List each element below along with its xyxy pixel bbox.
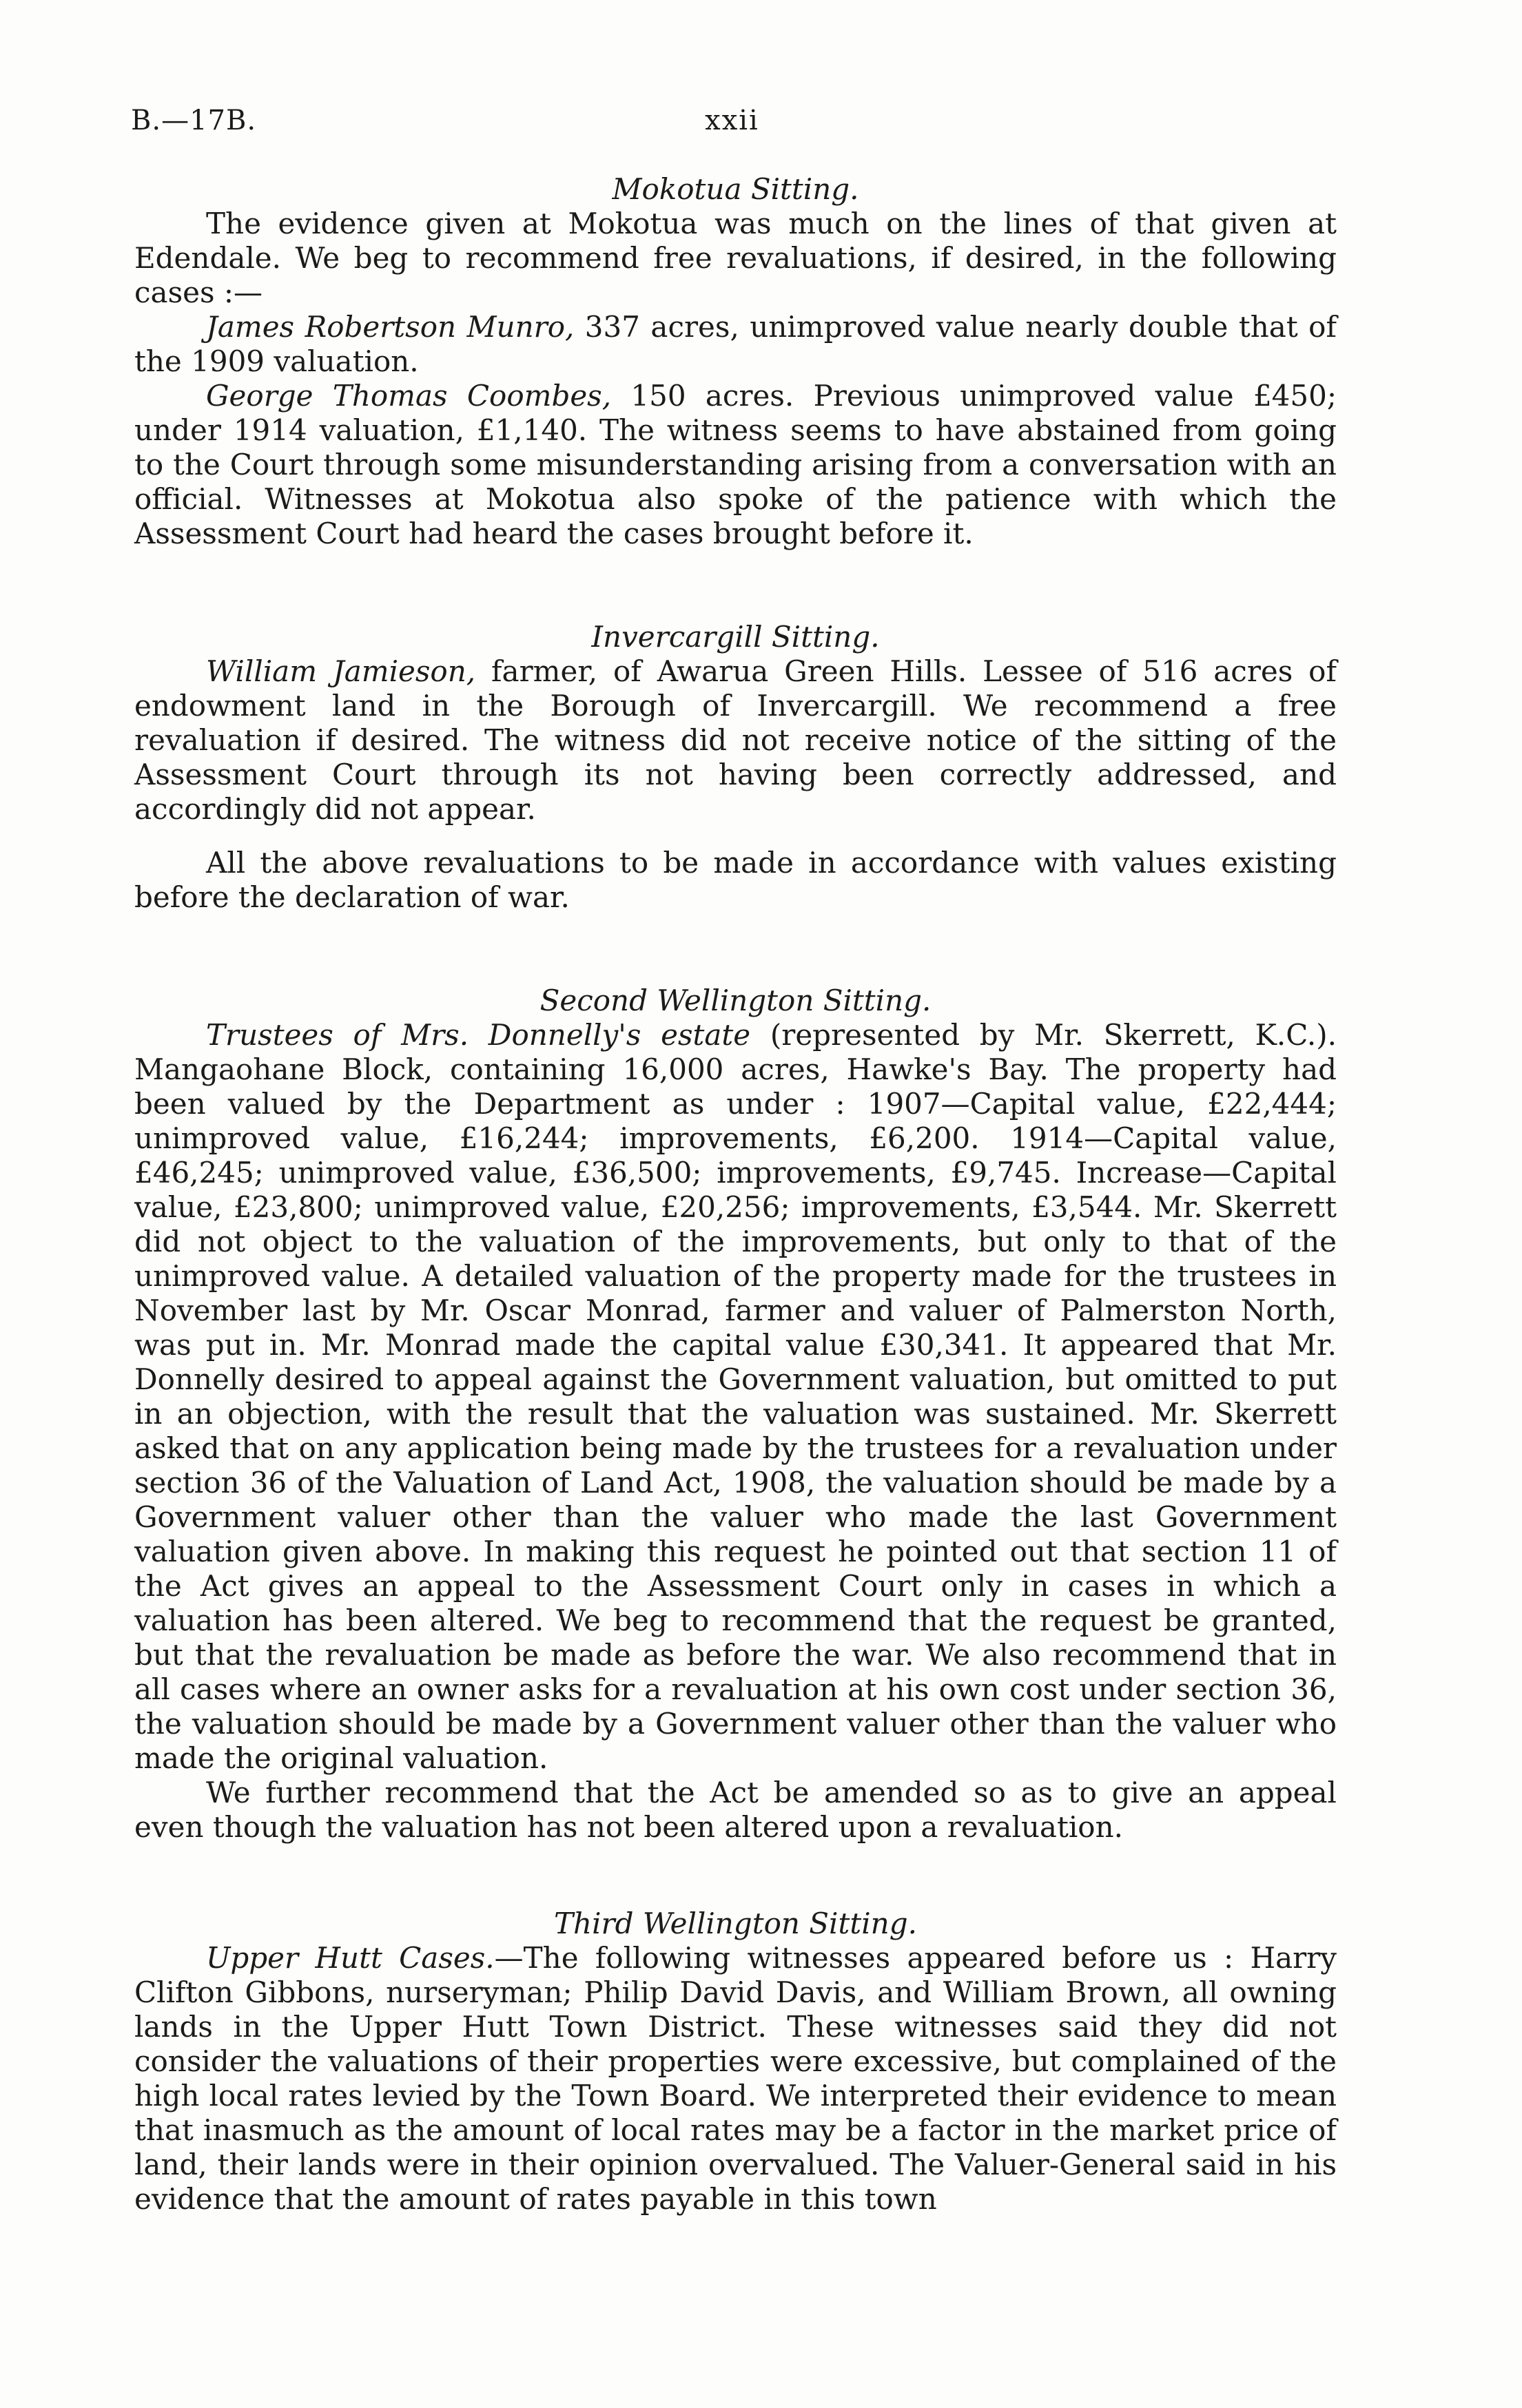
section-title-invercargill: Invercargill Sitting.	[591, 620, 880, 654]
paragraph: The evidence given at Mokotua was much on the lines of that given at Edendale. We beg to recommend free revaluations, if desired, in the following cases :—	[134, 207, 1337, 309]
case-title: Upper Hutt Cases.	[206, 1941, 495, 1975]
report-reference: B.—17B.	[131, 105, 257, 136]
section-title-second-wellington: Second Wellington Sitting.	[539, 984, 932, 1017]
paragraph: We further recommend that the Act be amended so as to give an appeal even though the valuation has not been altered upon a revaluation.	[134, 1776, 1337, 1844]
person-name: Trustees of Mrs. Donnelly's estate	[206, 1018, 751, 1052]
page-number: xxii	[705, 105, 759, 136]
section-title-mokotua: Mokotua Sitting.	[612, 172, 859, 206]
paragraph: Upper Hutt Cases.—The following witnesses appeared before us : Harry Clifton Gibbons, nurseryman; Philip David Davis, and William Brown, all owning lands in the Upper Hutt Town District. These witnesses said they did not consider the valuations of their properties were excessive, but complained of the high local rates levied by the Town Board. We interpreted their evidence to mean that inasmuch as the amount of local rates may be a factor in the market price of land, their lands were in their opinion overvalued. The Valuer-General said in his evidence that the amount of rates payable in this town	[134, 1941, 1337, 2216]
person-name: George Thomas Coombes,	[206, 379, 612, 413]
person-name: William Jamieson,	[206, 654, 476, 688]
paragraph: George Thomas Coombes, 150 acres. Previous unimproved value £450; under 1914 valuation, £1,140. The witness seems to have abstained from going to the Court through some misunderstanding arising from a conversation with an official. Witnesses at Mokotua also spoke of the patience with which the Assessment Court had heard the cases brought before it.	[134, 379, 1337, 550]
person-name: James Robertson Munro,	[206, 310, 575, 344]
body-text	[134, 172, 1337, 2217]
running-header	[131, 105, 1333, 146]
paragraph: All the above revaluations to be made in accordance with values existing before the declaration of war.	[134, 846, 1337, 914]
section-title-third-wellington: Third Wellington Sitting.	[554, 1907, 917, 1940]
paragraph: Trustees of Mrs. Donnelly's estate (represented by Mr. Skerrett, K.C.). Mangaohane Block, containing 16,000 acres, Hawke's Bay. The property had been valued by the Department as under : 1907—Capital value, £22,444; unimproved value, £16,244; improvements, £6,200. 1914—Capital value, £46,245; unimproved value, £36,500; improvements, £9,745. Increase—Capital value, £23,800; unimproved value, £20,256; improvements, £3,544. Mr. Skerrett did not object to the valuation of the improvements, but only to that of the unimproved value. A detailed valuation of the property made for the trustees in November last by Mr. Oscar Monrad, farmer and valuer of Palmerston North, was put in. Mr. Monrad made the capital value £30,341. It appeared that Mr. Donnelly desired to appeal against the Government valuation, but omitted to put in an objection, with the result that the valuation was sustained. Mr. Skerrett asked that on any application being made by the trustees for a revaluation under section 36 of the Valuation of Land Act, 1908, the valuation should be made by a Government valuer other than the valuer who made the last Government valuation given above. In making this request he pointed out that section 11 of the Act gives an appeal to the Assessment Court only in cases in which a valuation has been altered. We beg to recommend that the request be granted, but that the revaluation be made as before the war. We also recommend that in all cases where an owner asks for a revaluation at his own cost under section 36, the valuation should be made by a Government valuer other than the valuer who made the original valuation.	[134, 1018, 1337, 1775]
paragraph: James Robertson Munro, 337 acres, unimproved value nearly double that of the 1909 valuation.	[134, 310, 1337, 378]
paragraph: William Jamieson, farmer, of Awarua Green Hills. Lessee of 516 acres of endowment land in the Borough of Invercargill. We recommend a free revaluation if desired. The witness did not receive notice of the sitting of the Assessment Court through its not having been correctly addressed, and accordingly did not appear.	[134, 654, 1337, 826]
